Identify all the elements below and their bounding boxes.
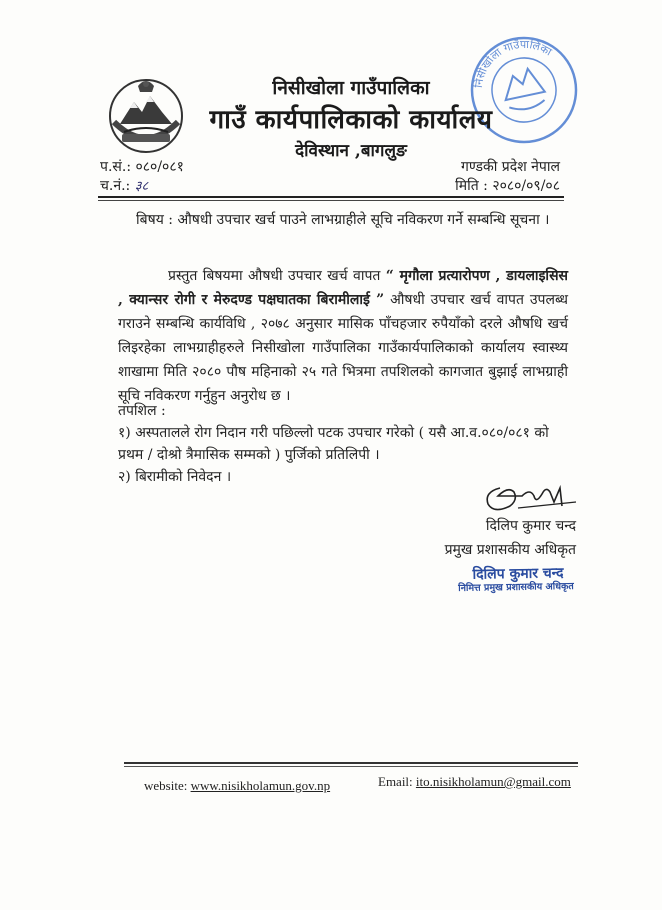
chalani-number — [100, 177, 184, 196]
header-divider-thin — [98, 200, 564, 201]
body-bold: “ मृगौला प्रत्यारोपण , डायलाइसिस , क्यान्सर रोगी र मेरुदण्ड पक्षघातका बिरामीलाई ” — [118, 268, 568, 308]
letter-subject: बिषय : औषधी उपचार खर्च पाउने लाभग्राहीले सूचि नविकरण गर्ने सम्बन्धि सूचना । — [136, 212, 550, 228]
details-item-2: २) बिरामीको निवेदन । — [118, 469, 232, 485]
patra-sankhya — [100, 158, 184, 177]
footer-divider-thin — [124, 766, 578, 767]
letter-body — [118, 264, 568, 408]
email-label: Email: — [378, 774, 413, 789]
date-label: मिति : — [455, 178, 488, 194]
details-heading: तपशिल : — [118, 403, 166, 419]
patra-value: ०८०/०८१ — [135, 159, 184, 175]
office-location: देविस्थान ,बागलुङ — [295, 141, 407, 161]
footer-email — [378, 774, 571, 790]
details-list — [118, 400, 570, 488]
municipality-name: निसीखोला गाउँपालिका — [272, 77, 430, 99]
body-part2: औषधी उपचार खर्च वापत उपलब्ध गराउने सम्बन्धि कार्यविधि , २०७८ अनुसार मासिक पाँचहजार रुपैयाँको दरले औषधि खर्च लिइरहेका लाभग्राहीहरुले निसीखोला गाउँपालिका गाउँकार्यपालिकाको कार्यालय स्वास्थ्य शाखामा मिति २०८० पौष महिनाको २५ गते भित्रमा तपशिलको कागजात बुझाई लाभग्राही सूचि नविकरण गर्नुहुन अनुरोध छ । — [118, 292, 568, 404]
stamp-name: दिलिप कुमार चन्द — [472, 565, 564, 583]
signatory-post: प्रमुख प्रशासकीय अधिकृत — [444, 542, 576, 558]
province-date-block — [455, 158, 560, 196]
email-link[interactable]: ito.nisikholamun@gmail.com — [415, 774, 571, 789]
signatory-name: दिलिप कुमार चन्द — [485, 518, 576, 534]
footer-website — [144, 778, 330, 794]
letter-date — [455, 177, 560, 196]
seal-text: निसीखोला गाउँपालिका — [471, 37, 554, 89]
details-item-1: १) अस्पतालले रोग निदान गरी पछिल्लो पटक उपचार गरेको ( यसै आ.व.०८०/०८१ को प्रथम / दोश्रो त्रैमासिक सम्मको ) पुर्जिको प्रतिलिपी । — [118, 425, 549, 463]
website-link[interactable]: www.nisikholamun.gov.np — [190, 778, 331, 793]
footer-divider — [124, 762, 578, 764]
header-divider — [98, 196, 564, 198]
chalani-label: च.नं.: — [100, 178, 131, 194]
body-part1: प्रस्तुत बिषयमा औषधी उपचार खर्च वापत — [168, 268, 386, 284]
province-name: गण्डकी प्रदेश नेपाल — [460, 159, 560, 175]
patra-label: प.सं.: — [100, 159, 132, 175]
chalani-value: ३८ — [134, 179, 149, 194]
website-label: website: — [144, 778, 188, 793]
stamp-post: निमित्त प्रमुख प्रशासकीय अधिकृत — [458, 580, 574, 595]
date-value: २०८०/०९/०८ — [492, 178, 560, 194]
office-name: गाउँ कार्यपालिकाको कार्यालय — [209, 105, 493, 135]
reference-block — [100, 158, 184, 196]
handwritten-signature-icon — [478, 478, 578, 518]
